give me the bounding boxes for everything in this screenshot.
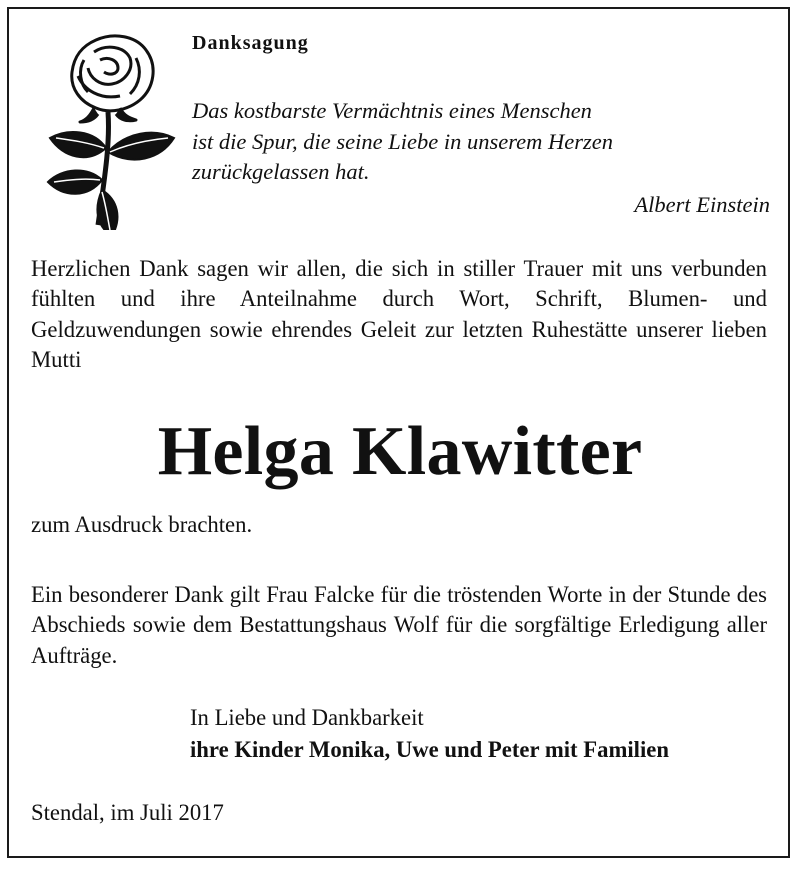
closing-line: In Liebe und Dankbarkeit: [190, 705, 424, 730]
quote-line: ist die Spur, die seine Liebe in unserem Herzen: [192, 128, 613, 154]
after-name-text: zum Ausdruck brachten.: [31, 512, 253, 537]
quote-line: Das kostbarste Vermächtnis eines Menschen: [192, 98, 592, 123]
quote-text: [192, 96, 613, 188]
quote-line: zurückgelassen hat.: [192, 159, 370, 184]
rose-icon: [24, 30, 184, 230]
special-thanks-paragraph: Ein besonderer Dank gilt Frau Falcke für die tröstenden Worte in der Stunde des Abschieds sowie dem Bestattungshaus Wolf für die sorgfältige Erledigung aller Aufträge.: [31, 582, 767, 668]
place-date: Stendal, im Juli 2017: [31, 800, 224, 825]
quote-author: Albert Einstein: [634, 192, 770, 217]
thanks-paragraph: Herzlichen Dank sagen wir allen, die sich in stiller Trauer mit uns verbunden fühlten und ihre Anteilnahme durch Wort, Schrift, Blumen- und Geldzuwendungen sowie ehrendes Geleit zur letzten Ruhestätte unserer lieben Mutti: [31, 256, 767, 372]
notice-heading: Danksagung: [192, 32, 309, 54]
deceased-name: Helga Klawitter: [157, 413, 643, 490]
signatories: ihre Kinder Monika, Uwe und Peter mit Familien: [190, 737, 669, 762]
